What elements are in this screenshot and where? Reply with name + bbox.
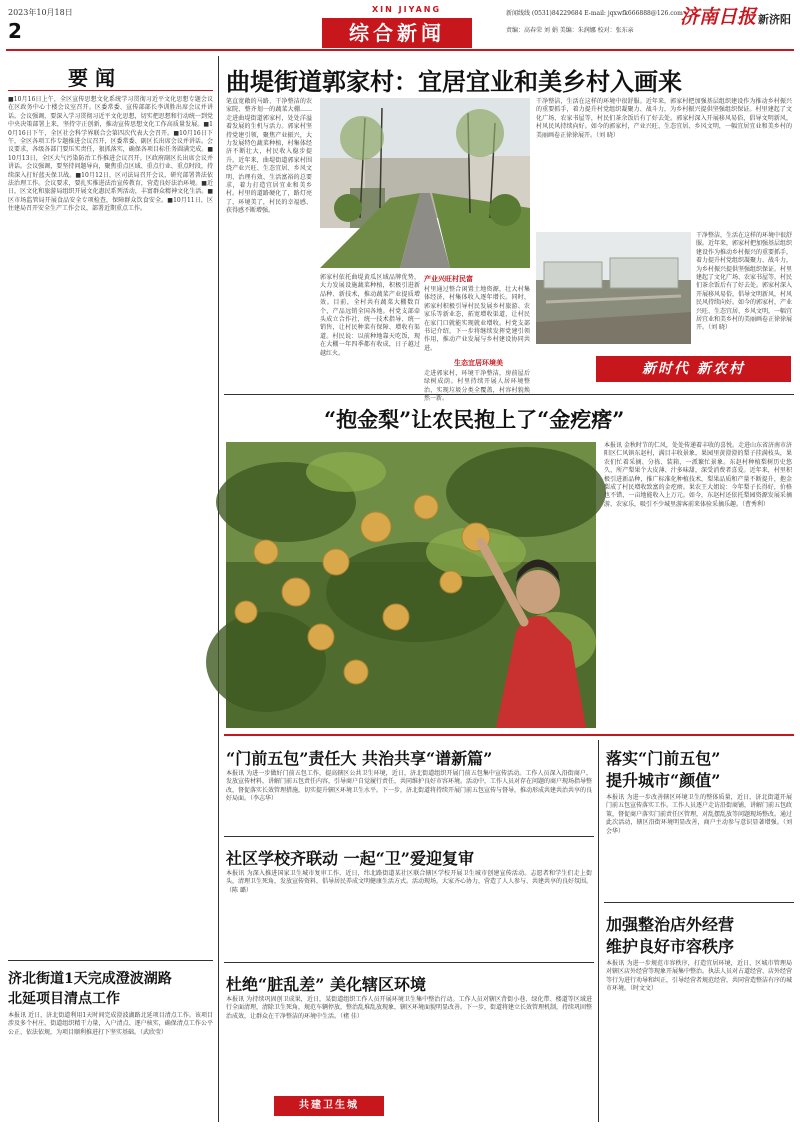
right2-headline-2: 维护良好市容秩序 xyxy=(606,937,735,956)
right1-text: 本报讯 为进一步改善辖区环境卫生的整体质量，近日，济北街道开展门前五包宣传落实工作。工作人员逐户走访沿街商铺，讲解门前五包政策，督促商户落实门前责任区管理，对乱摆乱放等问题现场整改。通过此次活动，辖区沿街环境明显改善，商户主动参与意识显著增强。（刘会华） xyxy=(606,794,793,835)
right1-headline-2: 提升城市“颜值” xyxy=(606,771,721,790)
logo-sub: 新济阳 xyxy=(758,13,792,26)
jibei-headline-1: 济北街道1天完成澄波湖路 xyxy=(8,971,172,987)
right-column-divider xyxy=(598,740,599,1122)
date: 2023年10月18日 xyxy=(8,8,73,17)
right2-headline-1: 加强整治店外经营 xyxy=(606,915,735,934)
top-col3b: 走进郭家村，环境干净整洁，房前屋后绿树成荫。村里持续开展人居环境整治，实现垃圾分类全覆盖，村容村貌焕然一新。 xyxy=(424,370,530,403)
dirty-headline: 杜绝“脏乱差” 美化辖区环境 xyxy=(226,975,426,994)
grid-story xyxy=(224,740,594,832)
top-headline: 曲堤街道郭家村：宜居宜业和美乡村入画来 xyxy=(226,67,682,96)
greenhouse-photo xyxy=(536,232,691,344)
section-banner xyxy=(322,18,472,48)
hotline: 新闻线线 (0531)84229684 E-mail: jqxwfk666888@126.com xyxy=(506,10,683,17)
page-number: 2 xyxy=(8,19,22,43)
top-col2: 郭家村依托曲堤黄瓜区域品牌优势，大力发展设施蔬菜种植，积极引进新品种、新技术，推动蔬菜产业提质增效。目前，全村共有蔬菜大棚数百个，产品远销全国各地。村党支部牵头成立合作社，统一技术指导、统一销售，让村民种菜有保障、增收有渠道。村民说：以前种地靠天吃饭，现在大棚一年四季都有收成，日子越过越红火。 xyxy=(320,274,420,357)
section-title: 综合新闻 xyxy=(349,21,445,45)
right-story-2 xyxy=(604,906,794,1122)
top-story-rule xyxy=(224,394,794,395)
pear-headline: “抱金梨”让农民抱上了“金疙瘩” xyxy=(324,407,625,432)
right-story-1 xyxy=(604,740,794,898)
dirty-story xyxy=(224,966,594,1122)
left-column-divider xyxy=(218,56,219,1122)
top-story xyxy=(224,56,794,403)
village-road-photo xyxy=(320,98,530,268)
yaowen-rule xyxy=(8,90,213,91)
community-headline: 社区学校齐联动 一起“卫”爱迎复审 xyxy=(226,849,474,868)
editors: 责编：高春荣 刘 娟 美编：朱润娜 校对：张东亲 xyxy=(506,27,634,34)
right-story-rule xyxy=(604,902,794,903)
pinyin-label: XIN JIYANG xyxy=(372,5,442,14)
community-rule xyxy=(224,962,594,963)
jibei-rule xyxy=(8,960,213,961)
jibei-headline-2: 北延项目清点工作 xyxy=(8,991,120,1007)
top-right-text: 干净整洁，生活在这样的环境中很舒服。近年来，郭家村把加强基层组织建设作为推动乡村振兴的重要抓手，着力提升村党组织凝聚力、战斗力，为乡村振兴提供坚强组织保证。村里建起了文化广场、农家书屋等，村民们茶余饭后有了好去处。郭家村深入开展移风易俗，倡导文明新风，村风民风持续向好。如今的郭家村，产业兴旺、生态宜居、乡风文明，一幅宜居宜业和美乡村的美丽画卷正徐徐展开。（刘 晓） xyxy=(536,98,792,139)
masthead-rule xyxy=(6,49,794,51)
top-col3: 村里通过整合闲置土地资源，壮大村集体经济，村集体收入逐年增长。同时，郭家村积极引导村民发展乡村旅游、农家乐等新业态，拓宽增收渠道，让村民在家门口就能实现就业增收。村党支部书记介绍，下一步将继续发挥党建引领作用，推动产业发展与乡村建设协同共进。 xyxy=(424,286,530,352)
jibei-text: 本报讯 近日，济北街道利用1天时间完成澄波湖路北延项目清点工作。该项目涉及多个村庄，街道组织精干力量，入户清点、逐户核实，确保清点工作公平公正、依法依规，为项目顺利推进打下坚实基础。（武欣莹） xyxy=(8,1012,213,1036)
grid-text: 本报讯 为进一步做好门前五包工作，提高辖区公共卫生环境，近日，济北街道组织开展门前五包集中宣传活动。工作人员深入沿街商户，发放宣传材料，讲解门前五包责任内容，引导商户自觉履行责任，共同维护良好市容环境。活动中，工作人员对存在问题的商户现场指导整改，督促落实长效管理措施，切实提升辖区环境卫生水平。下一步，济北街道将持续开展门前五包宣传与督导，推动形成共建共治共享的良好局面。（李志华） xyxy=(226,770,593,803)
health-city-banner xyxy=(274,1096,384,1116)
masthead xyxy=(0,0,800,54)
grid-headline: “门前五包”责任大 共治共享“谱新篇” xyxy=(226,749,493,768)
right2-text: 本报讯 为进一步规范市容秩序，打造宜居环境，近日，区城市管理局对辖区店外经营等现象开展集中整治。执法人员对占道经营、店外经营等行为进行劝导和纠正，引导经营者规范经营，共同营造整洁有序的城市环境。（时文文） xyxy=(606,960,793,993)
pear-orchard-photo xyxy=(226,442,596,728)
new-era-banner xyxy=(596,356,791,382)
new-era-banner-text: 新时代 新农村 xyxy=(642,361,745,377)
top-col2-subhead: 产业兴旺村民富 xyxy=(424,274,473,283)
right1-headline-1: 落实“门前五包” xyxy=(606,749,721,768)
pear-story xyxy=(224,398,794,732)
logo-text: 济南日报 xyxy=(680,6,757,28)
community-text: 本报讯 为深入推进国家卫生城市复审工作，近日，纬北路街道某社区联合辖区学校开展卫生城市创建宣传活动。志愿者和学生们走上街头，清理卫生死角，发放宣传资料，倡导居民养成文明健康生活方式。活动现场，大家齐心协力，营造了人人参与、共建共享的良好氛围。（陈 璐） xyxy=(226,870,593,894)
top-col3-subhead: 生态宜居环境美 xyxy=(454,358,503,367)
yaowen-title: 要 闻 xyxy=(68,66,115,90)
pear-text: 本报讯 金秋时节的仁风，处处传递着丰收的喜悦。走进山东省济南市济阳区仁风镇东赵村，满目丰收景象，果园里黄澄澄的梨子挂满枝头，果农们忙着采摘、分拣、装箱，一派繁忙景象。东赵村种植梨树历史悠久，所产梨果个大皮薄、汁多味甜，深受消费者喜爱。近年来，村里积极引进新品种，推广标准化种植技术，梨果品质和产量不断提升，抱金梨成了村民增收致富的金疙瘩。果农王大姐说：今年梨子长得好，价格也不错，一亩地能收入上万元。如今，东赵村还依托梨园资源发展采摘游、农家乐，吸引不少城里游客前来体验采摘乐趣。（曹秀利） xyxy=(604,442,792,508)
newspaper-logo xyxy=(680,2,791,29)
grid-rule xyxy=(224,836,594,837)
health-city-banner-text: 共建卫生城 xyxy=(299,1100,359,1111)
top-right-text-b: 干净整洁，生活在这样的环境中很舒服。近年来，郭家村把加强基层组织建设作为推动乡村振兴的重要抓手，着力提升村党组织凝聚力、战斗力，为乡村振兴提供坚强组织保证。村里建起了文化广场、农家书屋等，村民们茶余饭后有了好去处。郭家村深入开展移风易俗，倡导文明新风，村风民风持续向好。如今的郭家村，产业兴旺、生态宜居、乡风文明，一幅宜居宜业和美乡村的美丽画卷正徐徐展开。（刘 晓） xyxy=(696,232,793,332)
community-story xyxy=(224,840,594,960)
yaowen-news-text: ■10月16日上午，全区宣传思想文化系统学习贯彻习近平文化思想专题会议在区政务中心十楼会议室召开。区委常委、宣传部部长李训胜出席会议并讲话。会议强调，要深入学习贯彻习近平文化思想，切实把思想和行动统一到党中央决策部署上来，坚持守正创新，推动宣传思想文化工作高质量发展。■10月16日下午，全区社会科学界联合会第四次代表大会召开。■10月16日下午，全区各项工作专题推进会议召开，区委常委、副区长出席会议并讲话。会议要求，各级各部门要压实责任，狠抓落实，确保各项目标任务圆满完成。■10月13日，全区大气污染防治工作推进会议召开。区政府副区长出席会议并讲话。会议强调，要坚持问题导向，聚焦重点区域、重点行业、重点时段，持续深入打好蓝天保卫战。■10月12日，区司法局召开会议，研究部署普法依法治理工作。会议要求，要扎实推进法治宣传教育，营造良好法治环境。■近日，区文化和旅游局组织开展文化惠民系列活动，丰富群众精神文化生活。■区市场监管局开展食品安全专项检查，保障群众饮食安全。■10月11日，区住建局召开安全生产工作会议，部署近期重点工作。 xyxy=(8,96,213,213)
left-column xyxy=(8,56,213,1122)
dirty-text: 本报讯 为持续巩固创卫成果，近日，某街道组织工作人员开展环境卫生集中整治行动。工作人员对辖区背街小巷、绿化带、楼道等区域进行全面清理，清除卫生死角，规范车辆停放，整治乱堆乱放现象，辖区环境面貌明显改善。下一步，街道将建立长效管理机制，持续巩固整治成效，让群众在干净整洁的环境中生活。（褚 佳） xyxy=(226,996,593,1020)
pear-story-rule xyxy=(224,734,794,736)
top-col1: 笔直宽敞的马路、干净整洁的农家院、整齐划一的蔬菜大棚……走进曲堤街道郭家村，处处洋溢着发展的生机与活力。郭家村坚持党建引领，聚焦产业振兴，大力发展特色蔬菜种植，村集体经济不断壮大，村民收入稳步提升。近年来，曲堤街道郭家村围绕产业兴旺、生态宜居、乡风文明、治理有效、生活富裕的总要求，着力打造宜居宜业和美乡村。村里的道路硬化了，路灯亮了，环境美了，村民的幸福感、获得感不断增强。 xyxy=(226,98,312,215)
